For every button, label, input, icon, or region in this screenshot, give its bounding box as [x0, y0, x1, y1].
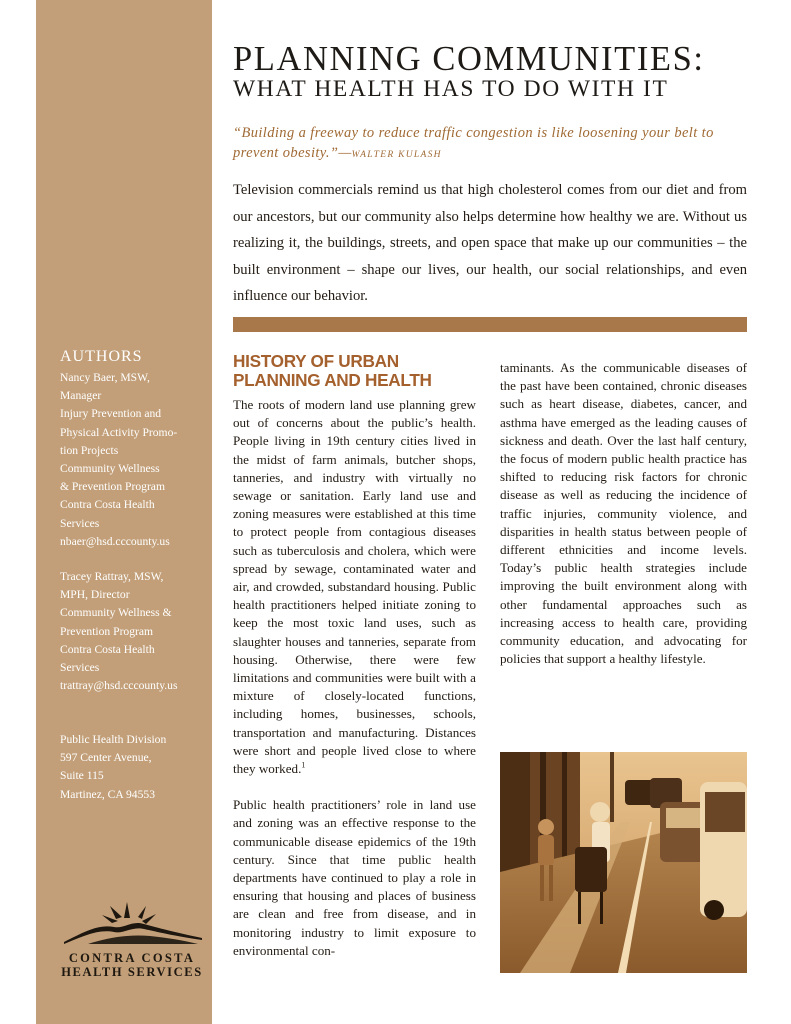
street-photo — [500, 752, 747, 973]
mountain-sun-icon — [58, 898, 206, 946]
quote-attribution: WALTER KULASH — [351, 149, 442, 160]
logo-text-line-1: CONTRA COSTA — [68, 951, 196, 965]
sidebar-line: Services — [60, 516, 100, 530]
section-divider — [233, 317, 747, 332]
street-scene-image — [500, 752, 747, 973]
sidebar-line: MPH, Director — [60, 588, 130, 602]
sidebar-line: tion Projects — [60, 443, 119, 457]
footnote-marker: 1 — [301, 760, 306, 770]
sidebar-line: trattray@hsd.cccounty.us — [60, 679, 178, 693]
sidebar-line: Prevention Program — [60, 624, 154, 638]
sidebar-line: Community Wellness & — [60, 606, 172, 620]
sidebar-line: Nancy Baer, MSW, — [60, 371, 150, 384]
paragraph-1-text: The roots of modern land use planning grew out of concerns about the public’s health. People living in 19th century cities lived in the midst of farm animals, butcher shops, tanneries, and industry with virtually no sewage or sanitation. Early land use and zoning measures were established at this time to protect people from contagious diseases such as tuberculosis and cholera, which were spread by sewage, contaminated water and air, and crowded, substandard housing. Public health practitioners helped initiate zoning to keep the most toxic land uses, such as slaughter houses and tanneries, separate from housing. Otherwise, there were few limitations and communities were built with a mixture of closely-located functions, including homes, businesses, schools, transportation and manufacturing. Distances were short and people lived close to where they worked. — [233, 397, 476, 777]
article-paragraph-2-continued: taminants. As the communicable diseases of the past have been contained, chronic diseases such as heart disease, diabetes, cancer, and asthma have emerged as the leading causes of sickness and death. Over the last half century, the focus of modern public health practice has shifted to reducing risk factors for chronic disease as well as reducing the incidence of traffic injuries, community violence, and disparities in health status between people of different ethnicities and income levels. Today’s public health strategies include improving the built environment along with other fundamental approaches such as increasing access to health care, providing community education, and advocating for policies that support a healthy lifestyle. — [500, 360, 747, 667]
contra-costa-logo — [58, 898, 206, 979]
sidebar-line: Contra Costa Health — [60, 642, 155, 656]
intro-paragraph: Television commercials remind us that high cholesterol comes from our diet and from our ancestors, but our community also helps determine how healthy we are. Without us realizing it, the buildings, streets, and open space that make up our communities – the built environment – shape our lives, our health, our social relationships, and even influence our behavior. — [233, 182, 747, 305]
sidebar-line: Public Health Division — [60, 733, 167, 746]
sidebar-line: Community Wellness — [60, 462, 160, 476]
sidebar-line: Martinez, CA 94553 — [60, 787, 155, 801]
authors-heading: AUTHORS — [60, 348, 143, 365]
sidebar-line: Services — [60, 661, 100, 675]
sidebar-line: Manager — [60, 389, 102, 403]
address-info — [60, 731, 166, 804]
article-paragraph-1 — [233, 396, 476, 778]
article-column-1 — [233, 396, 476, 960]
sidebar-line: Injury Prevention and — [60, 407, 162, 421]
pull-quote — [233, 124, 753, 165]
page-title: PLANNING COMMUNITIES: — [233, 40, 705, 78]
sidebar-line: & Prevention Program — [60, 480, 165, 494]
author-1-info — [60, 369, 177, 551]
sidebar-line: Tracey Rattray, MSW, — [60, 570, 164, 583]
logo-text-line-2: HEALTH SERVICES — [61, 965, 203, 979]
quote-text: “Building a freeway to reduce traffic congestion is like loosening your belt to prevent obesity.”— — [233, 125, 714, 161]
sidebar-line: Suite 115 — [60, 769, 104, 783]
sidebar-line: Contra Costa Health — [60, 498, 155, 512]
sidebar-line: 597 Center Avenue, — [60, 751, 152, 765]
sidebar-line: nbaer@hsd.cccounty.us — [60, 534, 170, 548]
section-heading: HISTORY OF URBAN PLANNING AND HEALTH — [233, 351, 432, 390]
sidebar-line: Physical Activity Promo- — [60, 425, 178, 439]
article-column-2 — [500, 359, 747, 668]
author-2-info — [60, 568, 177, 695]
page-subtitle: WHAT HEALTH HAS TO DO WITH IT — [233, 76, 669, 102]
article-paragraph-2: Public health practitioners’ role in land use and zoning was an effective response to the communicable disease epidemics of the 19th century. Since that time public health departments have continued to play a role in ensuring that housing and places of business are clean and free from disease, and in monitoring industry to limit exposure to environmental con- — [233, 797, 476, 958]
